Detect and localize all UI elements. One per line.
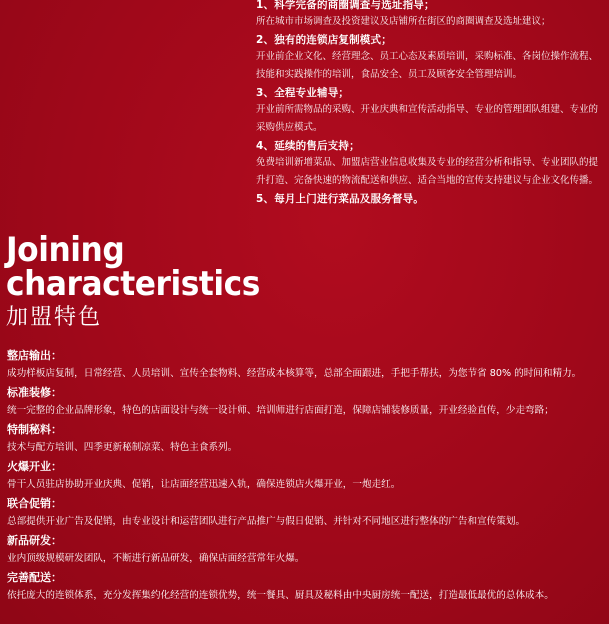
feature-new-product-rd [7,533,607,569]
section-title [6,230,282,331]
support-item-text: 免费培训新增菜品、加盟店营业信息收集及专业的经营分析和指导、专业团队的提 [256,157,599,168]
feature-grand-opening [7,459,607,495]
support-item-heading: 2、独有的连锁店复制模式； [256,34,392,46]
support-item-coaching [256,85,609,137]
feature-heading: 新品研发： [7,534,62,547]
support-item-heading: 3、全程专业辅导； [256,87,350,99]
feature-standard-decoration [7,385,607,421]
support-item-aftersales [256,138,609,190]
title-english-line-2: characteristics [6,264,260,304]
feature-heading: 整店输出： [7,349,62,362]
feature-text: 依托庞大的连锁体系，充分发挥集约化经营的连锁优势，统一餐具、厨具及秘料由中央厨房统一配送，打造最低最优的总体成本。 [7,590,554,601]
support-item-text: 开业前企业文化、经营理念、员工心态及素质培训，采购标准、各岗位操作流程、 [256,51,599,62]
support-item-heading: 4、延续的售后支持； [256,140,360,152]
support-item-text: 所在城市市场调查及投资建议及店铺所在街区的商圈调查及选址建议； [256,16,551,27]
feature-text: 技术与配方培训、四季更新秘制凉菜、特色主食系列。 [7,442,238,453]
feature-text: 业内顶级规模研发团队，不断进行新品研发，确保店面经营常年火爆。 [7,553,305,564]
feature-heading: 火爆开业： [7,460,62,473]
support-item-text: 开业前所需物品的采购、开业庆典和宣传活动指导、专业的管理团队组建、专业的 [256,104,599,115]
title-english-line-1: Joining [6,230,125,270]
feature-heading: 标准装修： [7,386,62,399]
support-item-heading: 1、科学完备的商圈调查与选址指导； [256,0,435,11]
feature-list [7,348,607,607]
support-item-replication [256,32,609,84]
support-item-text: 技能和实践操作的培训，食品安全、员工及顾客安全管理培训。 [256,69,523,80]
feature-secret-sauce [7,422,607,458]
feature-text: 骨干人员驻店协助开业庆典、促销，让店面经营迅速入轨，确保连锁店火爆开业，一炮走红。 [7,479,401,490]
feature-text: 总部提供开业广告及促销，由专业设计和运营团队进行产品推广与假日促销、并针对不同地区进行整体的广告和宣传策划。 [7,516,526,527]
feature-joint-promotion [7,496,607,532]
support-item-heading: 5、每月上门进行菜品及服务督导。 [256,193,425,205]
support-item-text: 升打造、完备快速的物流配送和供应、适合当地的宣传支持建议与企业文化传播。 [256,175,599,186]
support-item-survey [256,0,609,31]
feature-full-store-output [7,348,607,384]
feature-heading: 联合促销： [7,497,62,510]
feature-delivery [7,570,607,606]
title-chinese: 加盟特色 [6,305,103,330]
support-item-supervision [256,191,609,207]
feature-heading: 特制秘料： [7,423,62,436]
feature-heading: 完善配送： [7,571,62,584]
feature-text: 统一完整的企业品牌形象，特色的店面设计与统一设计师、培训师进行店面打造，保障店铺装修质量，开业经验直传，少走弯路； [7,405,554,416]
support-list [256,0,609,208]
feature-text: 成功样板店复制，日常经营、人员培训、宣传全套物料、经营成本核算等，总部全面跟进，手把手帮扶，为您节省 80% 的时间和精力。 [7,368,582,379]
support-item-text: 采购供应模式。 [256,122,323,133]
